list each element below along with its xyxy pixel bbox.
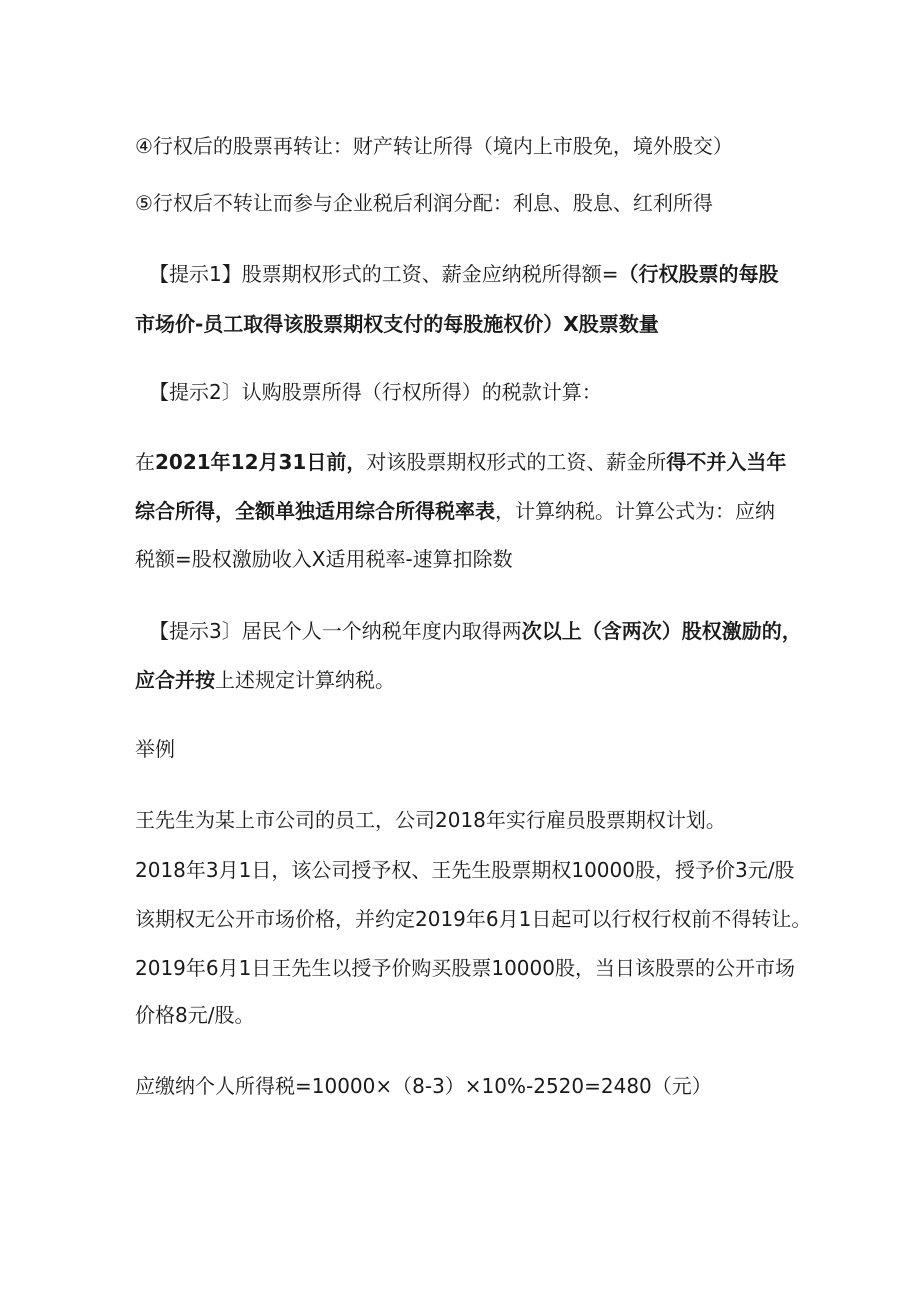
example-line: 该期权无公开市场价格，并约定2019年6月1日起可以行权行权前不得转让。 [135, 907, 812, 931]
tip-3-text: 上述规定计算纳税。 [215, 668, 395, 692]
example-line: 价格8元/股。 [135, 1003, 255, 1027]
tip-3 [149, 617, 802, 645]
rule-bold: 综合所得，全额单独适用综合所得税率表 [135, 499, 495, 523]
rule-bold: 得不并入当年 [666, 450, 787, 474]
list-item-4: ④行权后的股票再转让：财产转让所得（境内上市股免，境外股交） [135, 134, 733, 158]
tip-3-bold: 应合并按 [135, 668, 215, 692]
tip-1-bold: （行权股票的每股 [618, 262, 779, 286]
example-formula: 应缴纳个人所得税=10000×（8-3）×10%-2520=2480（元） [135, 1074, 712, 1098]
rule-date: 2021年12月31日前， [155, 450, 367, 474]
rule-line-3: 税额=股权激励收入X适用税率-速算扣除数 [135, 547, 513, 571]
tip-1-text: 股票期权形式的工资、薪金应纳税所得额= [241, 262, 619, 286]
tip-3-line-2 [135, 666, 395, 694]
tip-1-formula: 市场价-员工取得该股票期权支付的每股施权价）X股票数量 [135, 312, 659, 336]
tip-2 [149, 378, 602, 406]
example-line: 2019年6月1日王先生以授予价购买股票10000股，当日该股票的公开市场 [135, 956, 795, 980]
tip-3-text: 居民个人一个纳税年度内取得两 [241, 619, 522, 643]
rule-text: 在 [135, 450, 155, 474]
example-line: 2018年3月1日，该公司授予权、王先生股票期权10000股，授予价3元/股 [135, 858, 795, 882]
example-line: 王先生为某上市公司的员工，公司2018年实行雇员股票期权计划。 [135, 808, 726, 832]
tip-2-label: 【提示2〕 [149, 380, 242, 404]
tip-2-text: 认购股票所得（行权所得）的税款计算： [241, 380, 602, 404]
tip-1 [149, 260, 779, 288]
tip-3-label: 【提示3〕 [149, 619, 242, 643]
rule-text: ，计算纳税。计算公式为：应纳 [495, 499, 775, 523]
tip-3-bold: 次以上（含两次）股权激励的， [521, 619, 802, 643]
rule-line-1 [135, 448, 786, 476]
list-item-5: ⑤行权后不转让而参与企业税后利润分配：利息、股息、红利所得 [135, 191, 713, 215]
tip-1-label: 【提示1】 [149, 262, 242, 286]
rule-line-2 [135, 497, 775, 525]
rule-text: 对该股票期权形式的工资、薪金所 [366, 450, 667, 474]
example-heading: 举例 [135, 737, 175, 761]
